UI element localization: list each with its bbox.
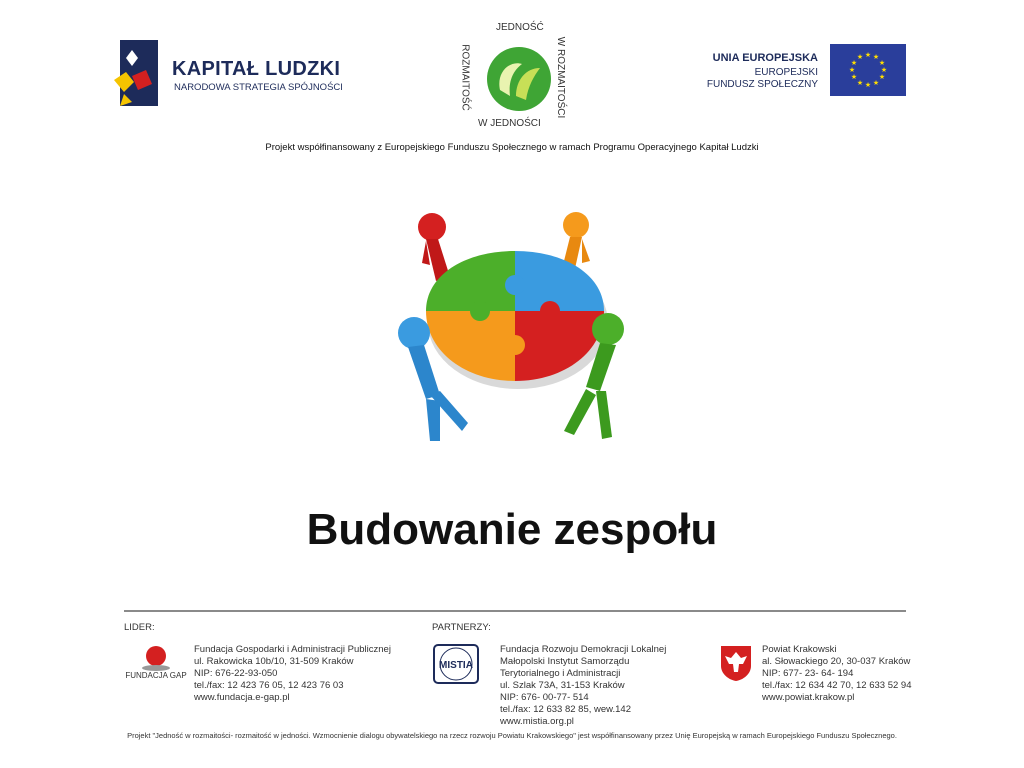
mistia-line: Terytorialnego i Administracji xyxy=(500,668,621,679)
svg-text:★: ★ xyxy=(864,81,872,89)
logo-text-right: W ROZMAITOŚCI xyxy=(555,36,567,119)
powiat-line: al. Słowackiego 20, 30-037 Kraków xyxy=(762,656,911,667)
svg-text:★: ★ xyxy=(848,66,856,74)
mistia-line: NIP: 676- 00-77- 514 xyxy=(500,692,589,703)
footer-divider xyxy=(124,610,906,612)
puzzle-disk xyxy=(426,251,608,389)
eu-logo xyxy=(706,44,906,98)
lider-label: LIDER: xyxy=(124,622,155,633)
eu-line-3: FUNDUSZ SPOŁECZNY xyxy=(706,79,818,90)
svg-text:★: ★ xyxy=(850,73,858,81)
mistia-logo-text: MISTIA xyxy=(439,660,473,671)
kapital-ludzki-emblem-icon xyxy=(112,36,158,108)
gap-line: tel./fax: 12 423 76 05, 12 423 76 03 xyxy=(194,680,344,691)
gap-line: ul. Rakowicka 10b/10, 31-509 Kraków xyxy=(194,656,354,667)
mistia-seal-icon xyxy=(433,644,479,684)
kapital-ludzki-subtitle: NARODOWA STRATEGIA SPÓJNOŚCI xyxy=(174,82,343,93)
eu-line-2: EUROPEJSKI xyxy=(754,67,818,78)
powiat-krakowski-crest xyxy=(719,644,753,682)
jednosc-rozmaitosc-logo xyxy=(459,22,570,134)
kapital-ludzki-logo xyxy=(112,36,352,110)
svg-text:★: ★ xyxy=(878,73,886,81)
svg-text:★: ★ xyxy=(872,53,880,61)
powiat-line: Powiat Krakowski xyxy=(762,644,837,655)
svg-text:★: ★ xyxy=(856,53,864,61)
green-leaf-circle-icon xyxy=(486,46,552,112)
eu-title: UNIA EUROPEJSKA xyxy=(712,52,818,64)
partnerzy-label: PARTNERZY: xyxy=(432,622,491,633)
slide-title: Budowanie zespołu xyxy=(306,505,718,554)
mistia-line: tel./fax: 12 633 82 85, wew.142 xyxy=(500,704,631,715)
svg-text:★: ★ xyxy=(856,79,864,87)
eu-flag-icon xyxy=(830,44,906,96)
svg-text:★: ★ xyxy=(880,66,888,74)
mistia-logo xyxy=(433,644,479,684)
gap-red-ball-icon xyxy=(124,644,188,686)
mistia-line: Małopolski Instytut Samorządu xyxy=(500,656,630,667)
fundacja-gap-logo xyxy=(124,644,188,686)
logo-text-left: ROZMAITOŚĆ xyxy=(459,44,471,111)
mistia-line: ul. Szlak 73A, 31-153 Kraków xyxy=(500,680,625,691)
mistia-line: Fundacja Rozwoju Demokracji Lokalnej xyxy=(500,644,667,655)
powiat-line: NIP: 677- 23- 64- 194 xyxy=(762,668,854,679)
mistia-website-link[interactable]: www.mistia.org.pl xyxy=(500,716,574,727)
powiat-contact-block xyxy=(762,644,911,704)
svg-text:★: ★ xyxy=(864,51,872,59)
gap-logo-text: FUNDACJA GAP xyxy=(125,671,187,680)
powiat-line: tel./fax: 12 634 42 70, 12 633 52 94 xyxy=(762,680,912,691)
gap-line: Fundacja Gospodarki i Administracji Publicznej xyxy=(194,644,391,655)
svg-text:★: ★ xyxy=(872,79,880,87)
svg-text:★: ★ xyxy=(850,59,858,67)
mistia-contact-block xyxy=(500,644,666,728)
gap-line: NIP: 676-22-93-050 xyxy=(194,668,278,679)
gap-website-link[interactable]: www.fundacja.e-gap.pl xyxy=(194,692,290,703)
red-figure xyxy=(418,213,450,281)
gap-contact-block xyxy=(194,644,391,704)
svg-text:★: ★ xyxy=(878,59,886,67)
kapital-ludzki-title: KAPITAŁ LUDZKI xyxy=(172,58,341,80)
powiat-website-link[interactable]: www.powiat.krakow.pl xyxy=(762,692,855,703)
puzzle-team-icon xyxy=(390,205,640,450)
eagle-crest-icon xyxy=(719,644,753,682)
project-cofinancing-line: Projekt współfinansowany z Europejskiego Funduszu Społecznego w ramach Programu Operacyjnego Kapitał Ludzki xyxy=(265,142,759,153)
footer-project-note: Projekt "Jedność w rozmaitości- rozmaitość w jedności. Wzmocnienie dialogu obywatelskiego na rzecz rozwoju Powiatu Krakowskiego" jest współfinansowany przez Unię Europejską w ramach Europejskiego Funduszu Społecznego. xyxy=(127,731,897,740)
logo-text-top: JEDNOŚĆ xyxy=(496,22,544,33)
logo-text-bottom: W JEDNOŚCI xyxy=(478,118,541,129)
